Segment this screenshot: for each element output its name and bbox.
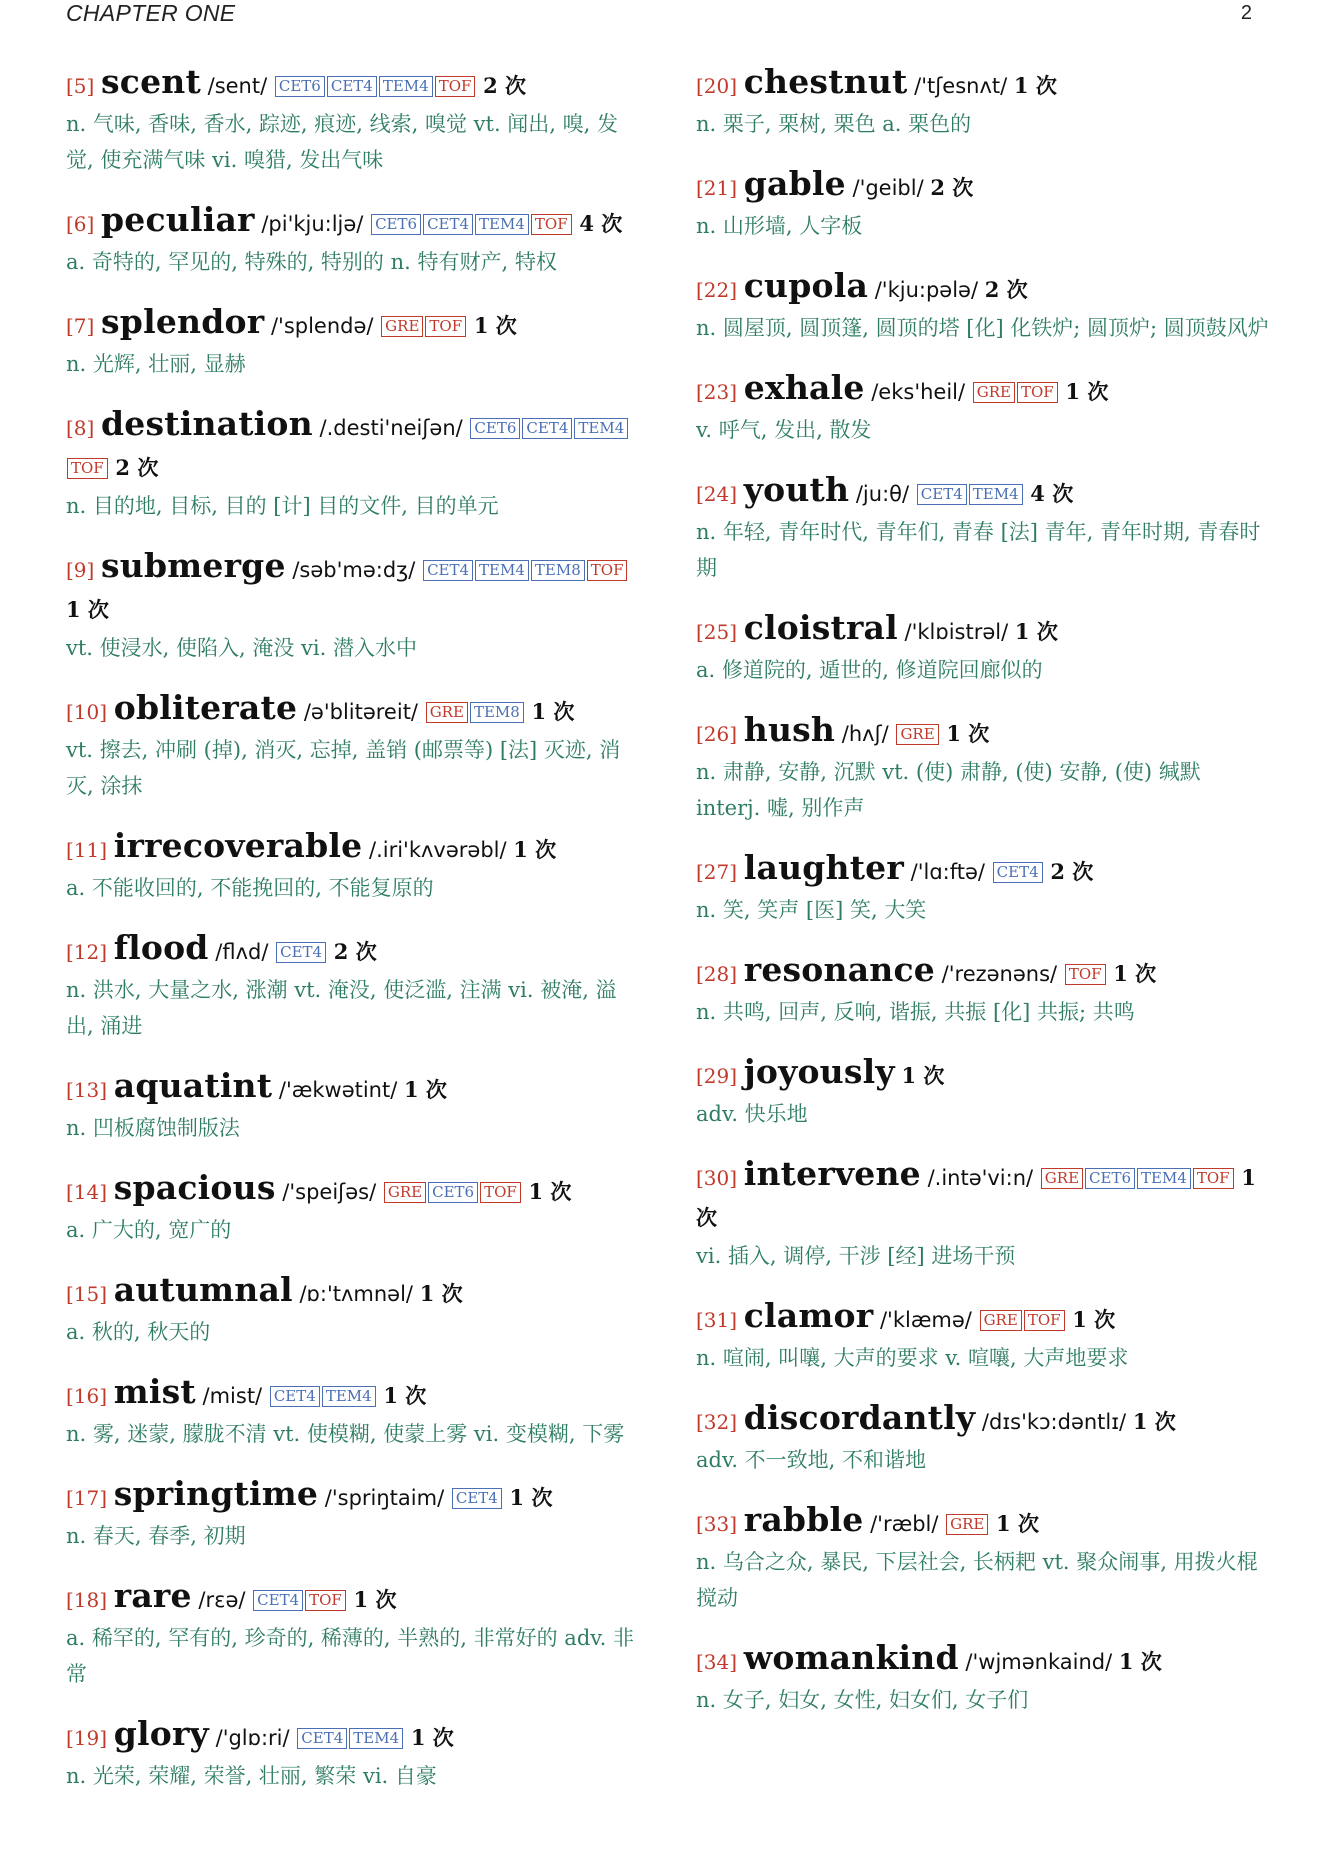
entry-index: [12] — [66, 940, 108, 964]
vocab-entry — [66, 1066, 640, 1146]
left-column — [66, 62, 640, 1816]
entry-index: [19] — [66, 1726, 108, 1750]
exam-tag: TOF — [587, 560, 628, 581]
frequency-count: 1 次 — [509, 1485, 553, 1510]
exam-tag: GRE — [980, 1310, 1022, 1331]
exam-tag: TEM4 — [379, 76, 433, 97]
exam-tag: TEM8 — [470, 702, 524, 723]
headword: obliterate — [113, 688, 298, 727]
entry-index: [17] — [66, 1486, 108, 1510]
definition: n. 乌合之众, 暴民, 下层社会, 长柄耙 vt. 聚众闹事, 用拨火棍搅动 — [696, 1550, 1258, 1610]
headword: resonance — [743, 950, 935, 989]
phonetic: /rεə/ — [198, 1588, 246, 1612]
frequency-count: 1 次 — [901, 1063, 945, 1088]
entry-index: [21] — [696, 176, 738, 200]
phonetic: /'geibl/ — [852, 176, 924, 200]
entry-headline — [696, 368, 1270, 412]
exam-tag: CET4 — [423, 214, 473, 235]
vocab-entry — [66, 62, 640, 178]
entry-headline — [696, 710, 1270, 754]
vocab-entry — [696, 470, 1270, 586]
definition: vt. 擦去, 冲刷 (掉), 消灭, 忘掉, 盖销 (邮票等) [法] 灭迹, 消灭, 涂抹 — [66, 738, 621, 798]
definition: n. 年轻, 青年时代, 青年们, 青春 [法] 青年, 青年时期, 青春时期 — [696, 520, 1261, 580]
frequency-count: 2 次 — [115, 455, 159, 480]
exam-tag: TOF — [305, 1590, 346, 1611]
entry-headline — [696, 1296, 1270, 1340]
exam-tag: GRE — [381, 316, 423, 337]
entry-headline — [66, 62, 640, 106]
frequency-count: 1 次 — [419, 1281, 463, 1306]
headword: chestnut — [743, 62, 908, 101]
entry-index: [23] — [696, 380, 738, 404]
vocab-entry — [66, 1474, 640, 1554]
entry-index: [33] — [696, 1512, 738, 1536]
entry-index: [10] — [66, 700, 108, 724]
definition: n. 目的地, 目标, 目的 [计] 目的文件, 目的单元 — [66, 494, 499, 518]
frequency-count: 1 次 — [383, 1383, 427, 1408]
vocab-entry — [696, 710, 1270, 826]
entry-index: [29] — [696, 1064, 738, 1088]
entry-headline — [66, 200, 640, 244]
headword: discordantly — [743, 1398, 976, 1437]
definition: n. 圆屋顶, 圆顶篷, 圆顶的塔 [化] 化铁炉; 圆顶炉; 圆顶鼓风炉 — [696, 316, 1269, 340]
entry-index: [14] — [66, 1180, 108, 1204]
vocab-entry — [696, 1398, 1270, 1478]
frequency-count: 1 次 — [66, 597, 109, 622]
headword: youth — [743, 470, 850, 509]
vocab-entry — [696, 1638, 1270, 1718]
vocab-entry — [66, 1576, 640, 1692]
definition: vt. 使浸水, 使陷入, 淹没 vi. 潜入水中 — [66, 636, 417, 660]
entry-index: [13] — [66, 1078, 108, 1102]
vocab-entry — [66, 826, 640, 906]
entry-index: [8] — [66, 416, 95, 440]
vocab-entry — [696, 848, 1270, 928]
entry-headline — [66, 688, 640, 732]
frequency-count: 1 次 — [513, 837, 557, 862]
entry-index: [28] — [696, 962, 738, 986]
entry-headline — [696, 608, 1270, 652]
entry-headline — [66, 1066, 640, 1110]
phonetic: /dɪs'kɔ:dəntlɪ/ — [981, 1410, 1127, 1434]
definition: a. 秋的, 秋天的 — [66, 1320, 211, 1344]
exam-tag: CET4 — [993, 862, 1043, 883]
entry-headline — [696, 1154, 1270, 1238]
exam-tag: TOF — [67, 458, 108, 479]
frequency-count: 1 次 — [1072, 1307, 1116, 1332]
phonetic: /eks'heil/ — [871, 380, 966, 404]
entry-index: [6] — [66, 212, 95, 236]
entry-headline — [696, 1398, 1270, 1442]
headword: submerge — [101, 546, 286, 585]
headword: mist — [113, 1372, 196, 1411]
phonetic: /sent/ — [207, 74, 268, 98]
entry-index: [16] — [66, 1384, 108, 1408]
exam-tag: CET6 — [428, 1182, 478, 1203]
definition: n. 喧闹, 叫嚷, 大声的要求 v. 喧嚷, 大声地要求 — [696, 1346, 1129, 1370]
frequency-count: 1 次 — [1013, 73, 1057, 98]
frequency-count: 1 次 — [404, 1077, 447, 1102]
frequency-count: 1 次 — [410, 1725, 454, 1750]
definition: n. 共鸣, 回声, 反响, 谐振, 共振 [化] 共振; 共鸣 — [696, 1000, 1135, 1024]
exam-tag: TOF — [480, 1182, 521, 1203]
headword: destination — [101, 404, 313, 443]
phonetic: /hʌʃ/ — [841, 722, 889, 746]
headword: hush — [743, 710, 836, 749]
vocab-entry — [696, 1154, 1270, 1274]
entry-headline — [696, 164, 1270, 208]
frequency-count: 1 次 — [1113, 961, 1157, 986]
exam-tag: CET4 — [522, 418, 572, 439]
entry-index: [34] — [696, 1650, 738, 1674]
entry-index: [9] — [66, 558, 95, 582]
headword: scent — [101, 62, 201, 101]
headword: intervene — [743, 1154, 921, 1193]
exam-tag: CET4 — [423, 560, 473, 581]
vocab-entry — [66, 404, 640, 524]
exam-tag: TOF — [1193, 1168, 1234, 1189]
phonetic: /'lɑ:ftə/ — [910, 860, 985, 884]
exam-tag: TEM4 — [969, 484, 1023, 505]
phonetic: /'ækwətint/ — [278, 1078, 398, 1102]
vocab-entry — [696, 164, 1270, 244]
phonetic: /'rezənəns/ — [941, 962, 1058, 986]
exam-tag: CET4 — [917, 484, 967, 505]
definition: n. 光辉, 壮丽, 显赫 — [66, 352, 246, 376]
exam-tag: GRE — [1041, 1168, 1083, 1189]
entry-index: [11] — [66, 838, 108, 862]
headword: aquatint — [113, 1066, 273, 1105]
definition: v. 呼气, 发出, 散发 — [696, 418, 872, 442]
exam-tag: CET4 — [270, 1386, 320, 1407]
frequency-count: 2 次 — [984, 277, 1028, 302]
entry-index: [24] — [696, 482, 738, 506]
entry-headline — [66, 302, 640, 346]
vocab-entry — [66, 1168, 640, 1248]
frequency-count: 2 次 — [930, 175, 974, 200]
exam-tag: GRE — [973, 382, 1015, 403]
entry-headline — [66, 1576, 640, 1620]
phonetic: /'splendə/ — [270, 314, 374, 338]
exam-tag: CET4 — [276, 942, 326, 963]
exam-tag: GRE — [426, 702, 468, 723]
vocab-entry — [66, 1714, 640, 1794]
exam-tag: GRE — [946, 1514, 988, 1535]
phonetic: /'spriŋtaim/ — [324, 1486, 445, 1510]
definition: n. 雾, 迷蒙, 朦胧不清 vt. 使模糊, 使蒙上雾 vi. 变模糊, 下雾 — [66, 1422, 625, 1446]
vocab-entry — [66, 928, 640, 1044]
definition: n. 山形墙, 人字板 — [696, 214, 863, 238]
exam-tag: TOF — [1024, 1310, 1065, 1331]
entry-index: [18] — [66, 1588, 108, 1612]
exam-tag: CET6 — [470, 418, 520, 439]
definition: a. 广大的, 宽广的 — [66, 1218, 232, 1242]
entry-headline — [696, 1052, 1270, 1096]
frequency-count: 2 次 — [483, 73, 527, 98]
exam-tag: TOF — [531, 214, 572, 235]
frequency-count: 2 次 — [1050, 859, 1094, 884]
entry-index: [20] — [696, 74, 738, 98]
frequency-count: 4 次 — [579, 211, 623, 236]
vocab-entry — [66, 688, 640, 804]
phonetic: /.intə'vi:n/ — [927, 1166, 1034, 1190]
phonetic: /.iri'kʌvərəbl/ — [369, 838, 507, 862]
exam-tag: TEM4 — [475, 214, 529, 235]
exam-tag: CET4 — [452, 1488, 502, 1509]
vocab-entry — [696, 1500, 1270, 1616]
frequency-count: 2 次 — [333, 939, 377, 964]
exam-tag: TEM4 — [475, 560, 529, 581]
definition: a. 稀罕的, 罕有的, 珍奇的, 稀薄的, 半熟的, 非常好的 adv. 非常 — [66, 1626, 634, 1686]
phonetic: /flʌd/ — [215, 940, 269, 964]
phonetic: /'speiʃəs/ — [282, 1180, 377, 1204]
vocab-entry — [696, 1052, 1270, 1132]
entry-headline — [66, 1168, 640, 1212]
vocab-entry — [696, 368, 1270, 448]
entry-headline — [66, 1270, 640, 1314]
entry-headline — [66, 928, 640, 972]
exam-tag: CET6 — [371, 214, 421, 235]
phonetic: /ɒ:'tʌmnəl/ — [299, 1282, 413, 1306]
definition: adv. 不一致地, 不和谐地 — [696, 1448, 927, 1472]
vocab-entry — [696, 608, 1270, 688]
headword: glory — [113, 1714, 209, 1753]
definition: n. 光荣, 荣耀, 荣誉, 壮丽, 繁荣 vi. 自豪 — [66, 1764, 437, 1788]
entry-headline — [66, 1714, 640, 1758]
frequency-count: 1 次 — [996, 1511, 1039, 1536]
entry-headline — [696, 470, 1270, 514]
headword: splendor — [101, 302, 265, 341]
vocab-entry — [696, 950, 1270, 1030]
phonetic: /'tʃesnʌt/ — [914, 74, 1008, 98]
exam-tag: TEM4 — [349, 1728, 403, 1749]
exam-tag: CET6 — [275, 76, 325, 97]
right-column — [696, 62, 1270, 1740]
entry-index: [5] — [66, 74, 95, 98]
frequency-count: 1 次 — [528, 1179, 572, 1204]
headword: gable — [743, 164, 846, 203]
exam-tag: CET6 — [1085, 1168, 1135, 1189]
exam-tag: TOF — [1017, 382, 1058, 403]
frequency-count: 1 次 — [531, 699, 575, 724]
definition: n. 女子, 妇女, 女性, 妇女们, 女子们 — [696, 1688, 1029, 1712]
headword: irrecoverable — [113, 826, 363, 865]
exam-tag: GRE — [384, 1182, 426, 1203]
headword: autumnal — [113, 1270, 293, 1309]
exam-tag: CET4 — [327, 76, 377, 97]
phonetic: /ju:θ/ — [855, 482, 910, 506]
entry-headline — [66, 546, 640, 630]
exam-tag: TOF — [1065, 964, 1106, 985]
definition: a. 修道院的, 遁世的, 修道院回廊似的 — [696, 658, 1043, 682]
vocab-entry — [66, 546, 640, 666]
entry-headline — [66, 1474, 640, 1518]
chapter-title: CHAPTER ONE — [66, 0, 236, 26]
entry-headline — [696, 266, 1270, 310]
headword: laughter — [743, 848, 904, 887]
frequency-count: 1 次 — [1014, 619, 1058, 644]
definition: n. 笑, 笑声 [医] 笑, 大笑 — [696, 898, 927, 922]
frequency-count: 1 次 — [353, 1587, 397, 1612]
definition: n. 洪水, 大量之水, 涨潮 vt. 淹没, 使泛滥, 注满 vi. 被淹, 溢出, 涌进 — [66, 978, 617, 1038]
exam-tag: TEM4 — [322, 1386, 376, 1407]
entry-index: [30] — [696, 1166, 738, 1190]
definition: n. 凹板腐蚀制版法 — [66, 1116, 240, 1140]
headword: clamor — [743, 1296, 874, 1335]
phonetic: /'klæmə/ — [879, 1308, 972, 1332]
definition: n. 气味, 香味, 香水, 踪迹, 痕迹, 线索, 嗅觉 vt. 闻出, 嗅, 发觉, 使充满气味 vi. 嗅猎, 发出气味 — [66, 112, 619, 172]
entry-headline — [696, 1638, 1270, 1682]
entry-index: [31] — [696, 1308, 738, 1332]
definition: n. 肃静, 安静, 沉默 vt. (使) 肃静, (使) 安静, (使) 缄默 interj. 嘘, 别作声 — [696, 760, 1201, 820]
frequency-count: 1 次 — [1132, 1409, 1176, 1434]
frequency-count: 1 次 — [696, 1165, 1256, 1230]
definition: n. 栗子, 栗树, 栗色 a. 栗色的 — [696, 112, 972, 136]
entry-index: [7] — [66, 314, 95, 338]
phonetic: /ə'blitəreit/ — [303, 700, 419, 724]
vocab-entry — [696, 62, 1270, 142]
entry-index: [22] — [696, 278, 738, 302]
headword: flood — [113, 928, 209, 967]
headword: rare — [113, 1576, 192, 1615]
frequency-count: 1 次 — [473, 313, 517, 338]
headword: cloistral — [743, 608, 898, 647]
exam-tag: TOF — [425, 316, 466, 337]
definition: a. 不能收回的, 不能挽回的, 不能复原的 — [66, 876, 434, 900]
vocab-entry — [696, 266, 1270, 346]
entry-index: [32] — [696, 1410, 738, 1434]
headword: springtime — [113, 1474, 319, 1513]
exam-tag: GRE — [896, 724, 938, 745]
headword: cupola — [743, 266, 869, 305]
exam-tag: CET4 — [297, 1728, 347, 1749]
definition: n. 春天, 春季, 初期 — [66, 1524, 246, 1548]
exam-tag: CET4 — [253, 1590, 303, 1611]
entry-index: [27] — [696, 860, 738, 884]
exam-tag: TEM4 — [1137, 1168, 1191, 1189]
phonetic: /pi'kju:ljə/ — [261, 212, 364, 236]
phonetic: /səb'mə:dʒ/ — [292, 558, 416, 582]
vocab-entry — [66, 200, 640, 280]
exam-tag: TEM4 — [574, 418, 628, 439]
entry-index: [15] — [66, 1282, 108, 1306]
headword: joyously — [743, 1052, 895, 1091]
vocab-entry — [696, 1296, 1270, 1376]
phonetic: /'klɒistrəl/ — [904, 620, 1009, 644]
entry-headline — [696, 1500, 1270, 1544]
headword: spacious — [113, 1168, 276, 1207]
page-number: 2 — [1240, 2, 1252, 24]
vocab-entry — [66, 1270, 640, 1350]
headword: rabble — [743, 1500, 864, 1539]
entry-headline — [66, 826, 640, 870]
entry-headline — [66, 404, 640, 488]
phonetic: /'kju:pələ/ — [874, 278, 979, 302]
entry-headline — [696, 62, 1270, 106]
entry-index: [26] — [696, 722, 738, 746]
definition: vi. 插入, 调停, 干涉 [经] 进场干预 — [696, 1244, 1016, 1268]
phonetic: /'glɒ:ri/ — [215, 1726, 290, 1750]
entry-index: [25] — [696, 620, 738, 644]
entry-headline — [66, 1372, 640, 1416]
phonetic: /'wjmənkaind/ — [965, 1650, 1113, 1674]
exam-tag: TEM8 — [531, 560, 585, 581]
headword: peculiar — [101, 200, 255, 239]
phonetic: /'ræbl/ — [870, 1512, 939, 1536]
definition: a. 奇特的, 罕见的, 特殊的, 特别的 n. 特有财产, 特权 — [66, 250, 557, 274]
phonetic: /.desti'neiʃən/ — [319, 416, 463, 440]
headword: exhale — [743, 368, 865, 407]
definition: adv. 快乐地 — [696, 1102, 808, 1126]
frequency-count: 4 次 — [1030, 481, 1074, 506]
phonetic: /mist/ — [202, 1384, 263, 1408]
vocab-entry — [66, 1372, 640, 1452]
exam-tag: TOF — [435, 76, 476, 97]
frequency-count: 1 次 — [1065, 379, 1109, 404]
headword: womankind — [743, 1638, 959, 1677]
frequency-count: 1 次 — [1118, 1649, 1162, 1674]
entry-headline — [696, 848, 1270, 892]
entry-headline — [696, 950, 1270, 994]
vocab-entry — [66, 302, 640, 382]
frequency-count: 1 次 — [946, 721, 990, 746]
